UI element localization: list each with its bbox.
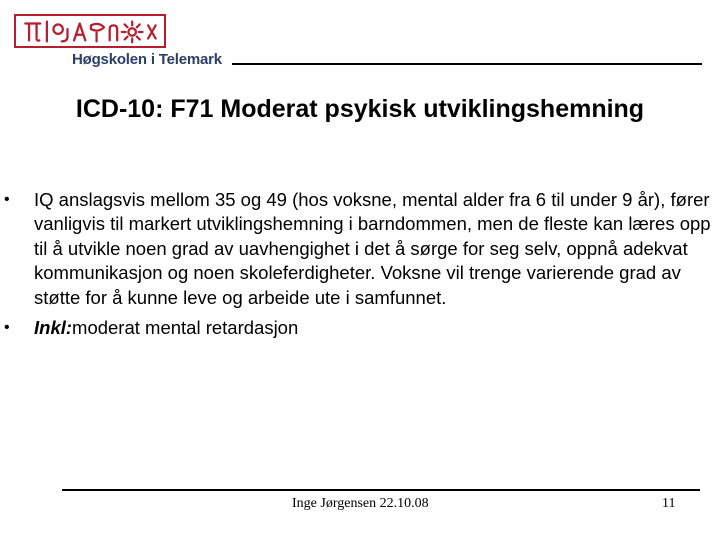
bullet-list	[4, 188, 714, 340]
bullet-lead: Inkl:	[34, 317, 73, 339]
bullet-text: moderat mental retardasjon	[72, 317, 299, 339]
slide-title: ICD-10: F71 Moderat psykisk utviklingshemning	[75, 95, 645, 123]
footer-author-date: Inge Jørgensen 22.10.08	[292, 496, 429, 511]
school-logo	[14, 14, 166, 48]
bullet-item-includes	[4, 316, 714, 340]
bullet-marker: •	[4, 319, 10, 337]
page-number: 11	[662, 496, 676, 511]
school-name: Høgskolen i Telemark	[72, 51, 222, 68]
footer-divider	[62, 489, 700, 491]
bullet-marker: •	[4, 191, 10, 208]
rune-symbols-logo-icon	[16, 16, 164, 46]
header-divider	[232, 63, 702, 65]
bullet-item-iq-range	[4, 188, 714, 310]
bullet-text: IQ anslagsvis mellom 35 og 49 (hos voksne, mental alder fra 6 til under 9 år), fører vanligvis til markert utviklingshemning i barndommen, men de fleste kan læres opp til å utvikle noen grad av uavhengighet i det å sørge for seg selv, oppnå adekvat kommunikasjon og noen skoleferdigheter. Voksne vil trenge varierende grad av støtte for å kunne leve og arbeide ute i samfunnet.	[34, 189, 711, 308]
